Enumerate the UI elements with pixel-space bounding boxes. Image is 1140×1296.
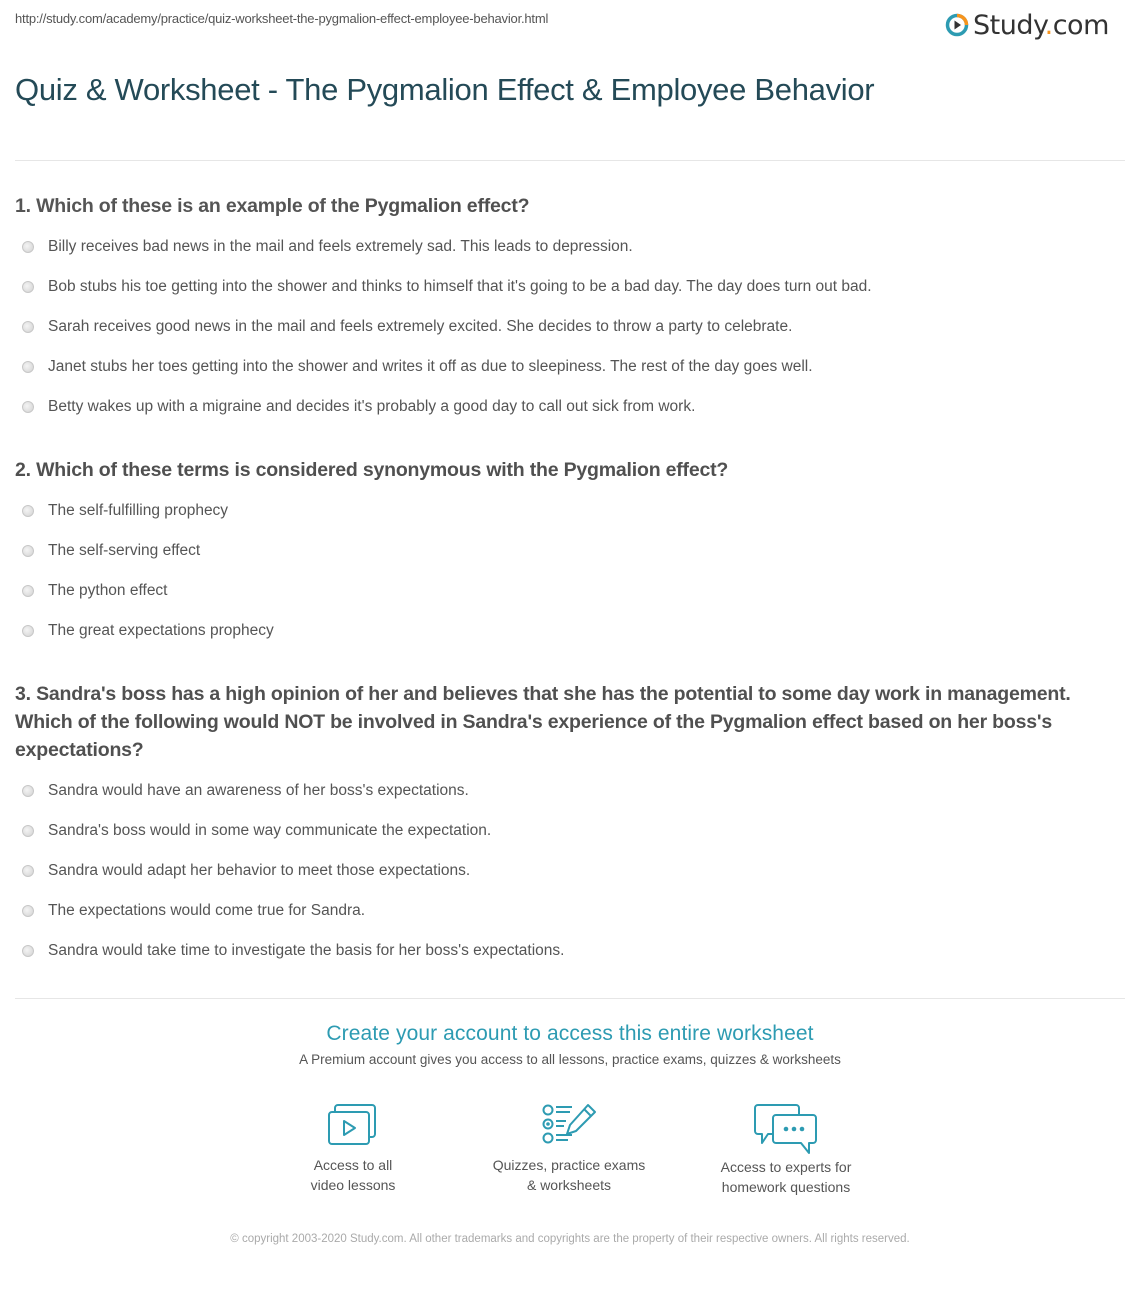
option-label: The self-serving effect	[48, 542, 201, 559]
option-label: Sandra's boss would in some way communicate the expectation.	[48, 822, 492, 839]
section-divider	[15, 998, 1125, 999]
chat-bubbles-icon	[754, 1103, 818, 1155]
q3-option-5[interactable]	[22, 939, 564, 963]
title-divider	[15, 160, 1125, 161]
feature-label-line1: Access to experts for	[720, 1159, 852, 1175]
option-label: Sandra would adapt her behavior to meet those expectations.	[48, 862, 471, 879]
q1-option-3[interactable]	[22, 315, 792, 339]
option-label: Sarah receives good news in the mail and feels extremely excited. She decides to throw a party to celebrate.	[48, 318, 793, 335]
radio-button[interactable]	[22, 785, 34, 797]
study-logo[interactable]	[945, 8, 1109, 42]
cta-subtitle: A Premium account gives you access to all lessons, practice exams, quizzes & worksheets	[299, 1052, 841, 1067]
q1-option-5[interactable]	[22, 395, 695, 419]
feature-video-lessons	[253, 1103, 453, 1195]
video-lessons-icon	[327, 1103, 379, 1147]
q3-option-1[interactable]	[22, 779, 469, 803]
option-label: The great expectations prophecy	[48, 622, 274, 639]
radio-button[interactable]	[22, 361, 34, 373]
copyright-footer: © copyright 2003-2020 Study.com. All other trademarks and copyrights are the property of their respective owners. All rights reserved.	[230, 1233, 910, 1245]
feature-experts	[686, 1103, 886, 1197]
option-label: Sandra would have an awareness of her boss's expectations.	[48, 782, 469, 799]
radio-button[interactable]	[22, 625, 34, 637]
option-label: The python effect	[48, 582, 168, 599]
radio-button[interactable]	[22, 505, 34, 517]
q2-option-1[interactable]	[22, 499, 228, 523]
question-3: 3. Sandra's boss has a high opinion of her and believes that she has the potential to some day work in management. Which of the following would NOT be involved in Sandra's experience of the Pygmalion effect based on her boss's expectations?	[15, 683, 1071, 761]
feature-label-line2: & worksheets	[526, 1177, 612, 1193]
q3-option-4[interactable]	[22, 899, 365, 923]
logo-text: Study.com	[973, 9, 1109, 41]
radio-button[interactable]	[22, 321, 34, 333]
q1-option-2[interactable]	[22, 275, 872, 299]
q3-option-3[interactable]	[22, 859, 470, 883]
feature-label-line2: video lessons	[310, 1177, 396, 1193]
option-label: The self-fulfilling prophecy	[48, 502, 229, 519]
radio-button[interactable]	[22, 585, 34, 597]
q1-option-4[interactable]	[22, 355, 813, 379]
question-2: 2. Which of these terms is considered synonymous with the Pygmalion effect?	[15, 459, 729, 481]
option-label: Billy receives bad news in the mail and feels extremely sad. This leads to depression.	[48, 238, 633, 255]
radio-button[interactable]	[22, 945, 34, 957]
q3-option-2[interactable]	[22, 819, 491, 843]
feature-label-line2: homework questions	[721, 1179, 851, 1195]
feature-quizzes	[469, 1103, 669, 1195]
option-label: Bob stubs his toe getting into the shower and thinks to himself that it's going to be a bad day. The day does turn out bad.	[48, 278, 872, 295]
radio-button[interactable]	[22, 825, 34, 837]
q2-option-4[interactable]	[22, 619, 274, 643]
option-label: The expectations would come true for Sandra.	[48, 902, 366, 919]
q1-option-1[interactable]	[22, 235, 633, 259]
question-1: 1. Which of these is an example of the Pygmalion effect?	[15, 195, 530, 217]
option-label: Sandra would take time to investigate the basis for her boss's expectations.	[48, 942, 565, 959]
option-label: Janet stubs her toes getting into the shower and writes it off as due to sleepiness. The rest of the day goes well.	[48, 358, 813, 375]
page-url: http://study.com/academy/practice/quiz-worksheet-the-pygmalion-effect-employee-behavior.html	[15, 11, 549, 26]
study-logo-icon	[945, 13, 969, 37]
question-1-emphasis: Pygmalion effect	[364, 195, 518, 217]
q2-option-3[interactable]	[22, 579, 168, 603]
page-title: Quiz & Worksheet - The Pygmalion Effect & Employee Behavior	[15, 72, 875, 107]
create-account-link[interactable]: Create your account to access this entire worksheet	[326, 1022, 814, 1045]
option-label: Betty wakes up with a migraine and decides it's probably a good day to call out sick from work.	[48, 398, 696, 415]
radio-button[interactable]	[22, 281, 34, 293]
radio-button[interactable]	[22, 865, 34, 877]
quiz-checklist-icon	[540, 1103, 598, 1147]
q2-option-2[interactable]	[22, 539, 200, 563]
radio-button[interactable]	[22, 241, 34, 253]
radio-button[interactable]	[22, 401, 34, 413]
radio-button[interactable]	[22, 905, 34, 917]
feature-label-line1: Quizzes, practice exams	[492, 1157, 646, 1173]
radio-button[interactable]	[22, 545, 34, 557]
feature-label-line1: Access to all	[313, 1157, 393, 1173]
